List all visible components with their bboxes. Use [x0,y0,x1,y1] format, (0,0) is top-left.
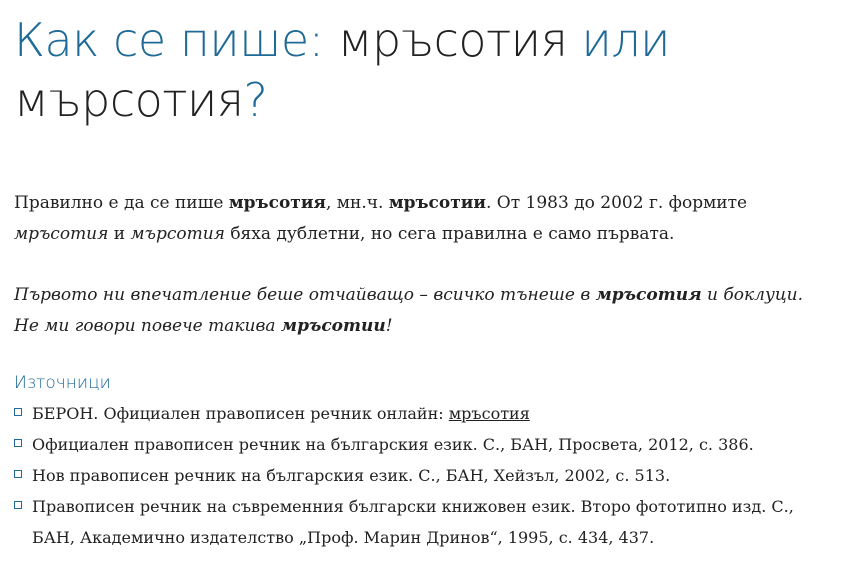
examples-paragraph [14,280,814,342]
square-bullet-icon [14,470,22,478]
source-item: Официален правописен речник на българския език. С., БАН, Просвета, 2012, с. 386. [14,429,814,460]
page-title [14,10,714,130]
title-conjunction: или [581,13,670,67]
square-bullet-icon [14,439,22,447]
example-2: Не ми говори повече такива мръсотии! [14,316,393,336]
title-word-1: мръсотия [337,13,568,67]
source-item: Правописен речник на съвременния български книжовен език. Второ фототипно изд. С., БАН, Академично издателство „Проф. Марин Дринов“, 1995, с. 434, 437. [14,491,814,553]
sources-list [14,398,814,553]
explanation-paragraph: Правилно е да се пише мръсотия, мн.ч. мръсотии. От 1983 до 2002 г. формите мръсотия и мърсотия бяха дублетни, но сега правилна е само първата. [14,193,748,244]
plural-form: мръсотии [388,193,486,213]
title-word-2: мърсотия [14,73,244,127]
beron-link[interactable]: мръсотия [448,404,530,423]
source-item: БЕРОН. Официален правописен речник онлайн: мръсотия [14,398,814,429]
square-bullet-icon [14,501,22,509]
example-1: Първото ни впечатление беше отчайващо – всичко тънеше в мръсотия и боклуци. [14,285,804,305]
correct-form: мръсотия [228,193,326,213]
source-item: Нов правописен речник на българския език. С., БАН, Хейзъл, 2002, с. 513. [14,460,814,491]
form-2: мърсотия [130,224,225,244]
title-prefix: Как се пише: [14,13,324,67]
form-1: мръсотия [14,224,109,244]
square-bullet-icon [14,408,22,416]
sources-heading: Източници [14,373,111,393]
title-question-mark: ? [243,73,268,127]
